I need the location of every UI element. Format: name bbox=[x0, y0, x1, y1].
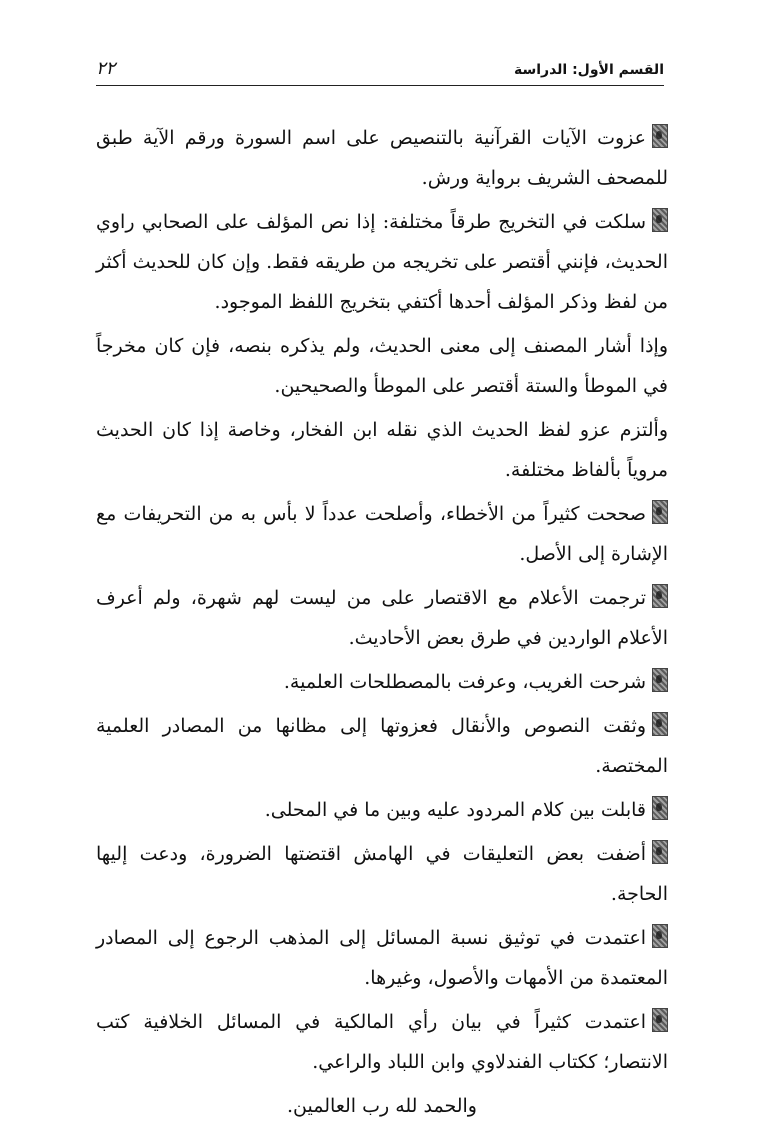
header-rule bbox=[96, 85, 664, 86]
body-text bbox=[96, 118, 668, 1130]
paragraph-text: ترجمت الأعلام مع الاقتصار على من ليست لهم شهرة، ولم أعرف الأعلام الواردين في طرق بعض الأحاديث. bbox=[96, 587, 668, 649]
paragraph-text: أضفت بعض التعليقات في الهامش اقتضتها الضرورة، ودعت إليها الحاجة. bbox=[96, 843, 668, 905]
paragraph-text: وإذا أشار المصنف إلى معنى الحديث، ولم يذكره بنصه، فإن كان مخرجاً في الموطأ والستة أقتصر على الموطأ والصحيحين. bbox=[96, 335, 668, 397]
paragraph-text: وثقت النصوص والأنقال فعزوتها إلى مظانها من المصادر العلمية المختصة. bbox=[96, 715, 668, 777]
paragraph bbox=[96, 202, 668, 322]
running-title: القسم الأول: الدراسة bbox=[513, 62, 664, 78]
bullet-marker-icon bbox=[652, 584, 668, 608]
paragraph bbox=[96, 790, 668, 830]
bullet-marker-icon bbox=[652, 1008, 668, 1032]
closing-line: والحمد لله رب العالمين. bbox=[287, 1095, 477, 1117]
bullet-marker-icon bbox=[652, 124, 668, 148]
bullet-marker-icon bbox=[652, 840, 668, 864]
paragraph-text: اعتمدت كثيراً في بيان رأي المالكية في المسائل الخلافية كتب الانتصار؛ ككتاب الفندلاوي وابن اللباد والراعي. bbox=[96, 1011, 668, 1073]
paragraph-text: قابلت بين كلام المردود عليه وبين ما في المحلى. bbox=[264, 799, 646, 821]
paragraph bbox=[96, 834, 668, 914]
bullet-marker-icon bbox=[652, 500, 668, 524]
paragraph-text: شرحت الغريب، وعرفت بالمصطلحات العلمية. bbox=[283, 671, 646, 693]
bullet-marker-icon bbox=[652, 712, 668, 736]
paragraph bbox=[96, 410, 668, 490]
paragraph bbox=[96, 326, 668, 406]
paragraph-text: اعتمدت في توثيق نسبة المسائل إلى المذهب الرجوع إلى المصادر المعتمدة من الأمهات والأصول، وغيرها. bbox=[96, 927, 668, 989]
paragraph bbox=[96, 494, 668, 574]
paragraph-text: عزوت الآيات القرآنية بالتنصيص على اسم السورة ورقم الآية طبق للمصحف الشريف برواية ورش. bbox=[96, 127, 668, 189]
paragraph bbox=[96, 118, 668, 198]
paragraph-text: سلكت في التخريج طرقاً مختلفة: إذا نص المؤلف على الصحابي راوي الحديث، فإنني أقتصر على تخريجه من طريقه فقط. وإن كان للحديث أكثر من لفظ وذكر المؤلف أحدها أكتفي بتخريج اللفظ الموجود. bbox=[96, 211, 668, 313]
paragraph bbox=[96, 706, 668, 786]
paragraph bbox=[96, 578, 668, 658]
page-header bbox=[96, 52, 664, 88]
bullet-marker-icon bbox=[652, 796, 668, 820]
bullet-marker-icon bbox=[652, 668, 668, 692]
bullet-marker-icon bbox=[652, 924, 668, 948]
paragraph-text: وألتزم عزو لفظ الحديث الذي نقله ابن الفخار، وخاصة إذا كان الحديث مروياً بألفاظ مختلفة. bbox=[96, 419, 668, 481]
paragraph bbox=[96, 918, 668, 998]
paragraph-text: صححت كثيراً من الأخطاء، وأصلحت عدداً لا بأس به من التحريفات مع الإشارة إلى الأصل. bbox=[96, 503, 668, 565]
paragraph bbox=[96, 662, 668, 702]
paragraph bbox=[96, 1002, 668, 1082]
bullet-marker-icon bbox=[652, 208, 668, 232]
page-number: ٢٢ bbox=[96, 58, 116, 79]
